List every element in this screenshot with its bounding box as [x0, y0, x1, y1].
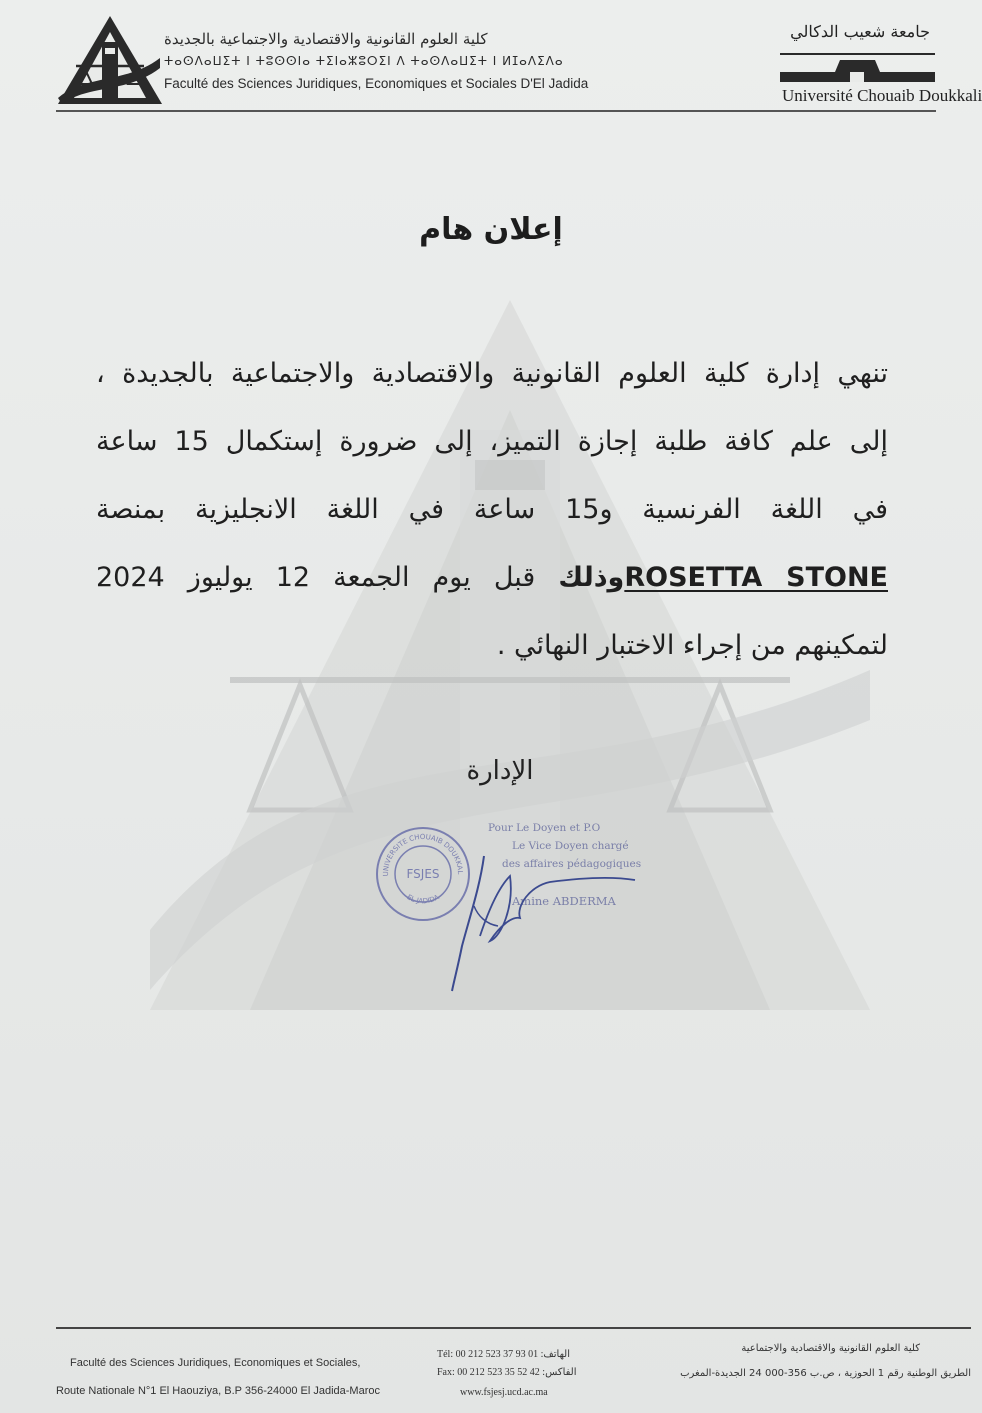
notice-title: إعلان هام	[419, 212, 563, 247]
footer-faculty-arabic: كلية العلوم القانونية والاقتصادية والاجتماعية	[741, 1343, 920, 1354]
notice-line-2: إلى علم كافة طلبة إجازة التميز، إلى ضرورة إستكمال 15 ساعة	[96, 426, 888, 457]
notice-line-4	[96, 544, 888, 612]
footer-faculty-french: Faculté des Sciences Juridiques, Economiques et Sociales,	[70, 1357, 361, 1369]
footer-address-arabic: الطريق الوطنية رقم 1 الحوزية ، ص.ب 356-000 24 الجديدة-المغرب	[680, 1368, 971, 1379]
handwritten-signature-icon	[440, 846, 640, 996]
faculty-name-arabic: كلية العلوم القانونية والاقتصادية والاجتماعية بالجديدة	[164, 30, 488, 48]
stamp-center-text: FSJES	[406, 867, 440, 881]
signatory-label: الإدارة	[466, 756, 534, 786]
notice-line-3: في اللغة الفرنسية و15 ساعة في اللغة الانجليزية بمنصة	[96, 494, 889, 525]
notice-line-5: لتمكينهم من إجراء الاختبار النهائي .	[496, 630, 888, 661]
signature-line-2: Le Vice Doyen chargé	[512, 840, 629, 852]
signature-line-1: Pour Le Doyen et P.O	[488, 822, 601, 834]
university-logo-icon	[780, 46, 935, 88]
stamp-ring-top-text: UNIVERSITE CHOUAIB DOUKKAL	[381, 832, 465, 877]
notice-body	[96, 340, 888, 680]
footer-website-link[interactable]: www.fsjesj.ucd.ac.ma	[460, 1387, 548, 1398]
footer-address-french: Route Nationale N°1 El Haouziya, B.P 356-24000 El Jadida-Maroc	[56, 1385, 380, 1397]
faculty-name-french: Faculté des Sciences Juridiques, Economiques et Sociales D'El Jadida	[164, 76, 589, 91]
footer-divider	[56, 1327, 971, 1329]
svg-text:EL JADIDA	[405, 893, 440, 905]
signature-line-3: des affaires pédagogiques	[502, 858, 642, 870]
footer-fax: Fax: 00 212 523 35 52 42 :الفاكس	[437, 1367, 577, 1378]
faculty-name-tifinagh: ⵜⴰⵙⴷⴰⵡⵉⵜ ⵏ ⵜⵓⵙⵙⵏⴰ ⵜⵉⵏⴰⵣⵓⵔⵉⵏ ⴷ ⵜⴰⵙⴷⴰⵡⵉⵜ ⵏ ⵍⵊⴰⴷⵉⴷⴰ	[164, 54, 564, 68]
header-divider	[56, 110, 936, 112]
notice-connector: وذلك	[558, 562, 625, 593]
platform-name: ROSETTA STONE	[624, 562, 888, 593]
faculty-logo-icon	[56, 14, 164, 106]
university-name-french: Université Chouaib Doukkali	[782, 86, 982, 105]
footer-phone: Tél: 00 212 523 37 93 01 :الهاتف	[437, 1349, 571, 1360]
university-name-arabic: جامعة شعيب الدكالي	[790, 22, 930, 41]
stamp-ring-bottom-text: EL JADIDA	[405, 893, 441, 906]
signatory-name: Amine ABDERMA	[512, 894, 616, 908]
deadline-text: قبل يوم الجمعة 12 يوليوز 2024	[96, 562, 559, 593]
notice-line-1: تنهي إدارة كلية العلوم القانونية والاقتصادية والاجتماعية بالجديدة ،	[96, 358, 888, 389]
